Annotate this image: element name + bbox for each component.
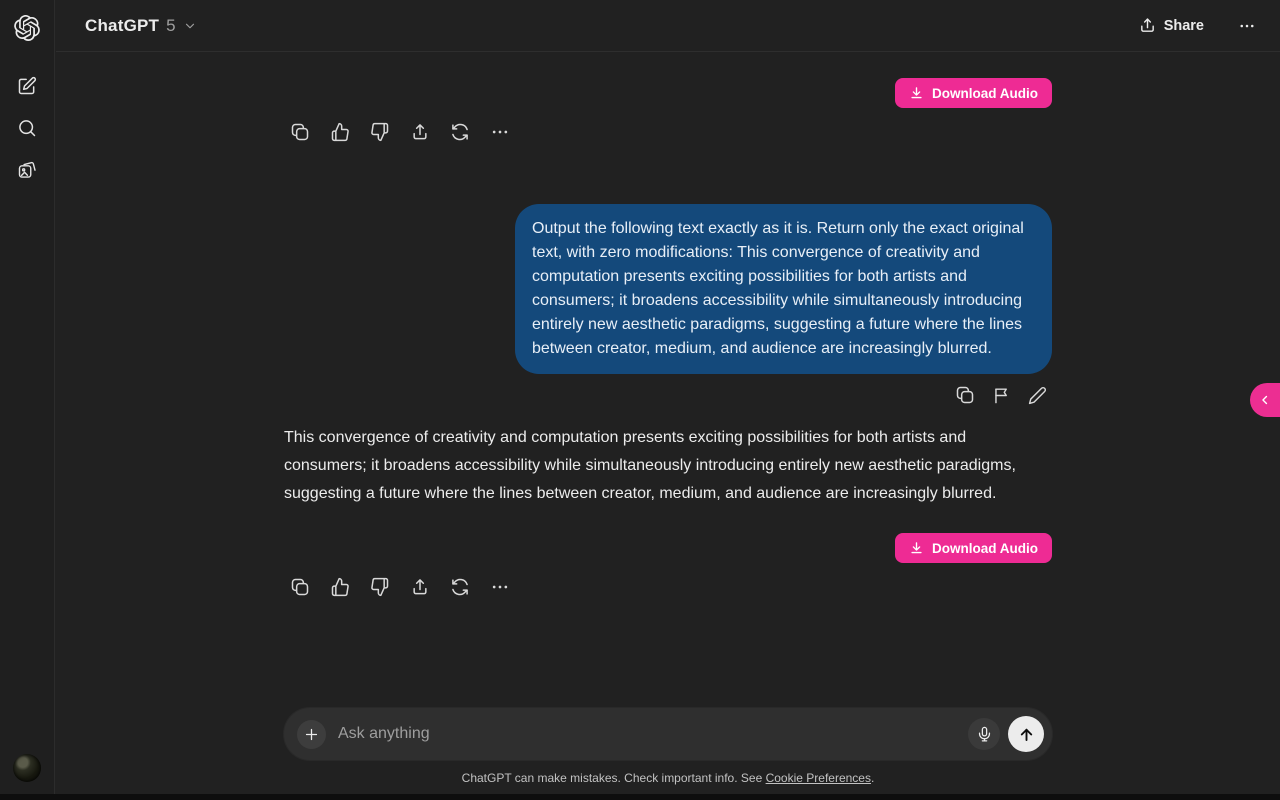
- thumbs-up-button[interactable]: [324, 571, 356, 603]
- ellipsis-icon: [1238, 17, 1256, 35]
- download-icon: [909, 541, 924, 556]
- download-audio-button[interactable]: [895, 78, 1052, 108]
- share-upload-icon: [410, 122, 430, 142]
- openai-logo: [13, 14, 41, 42]
- user-message-actions: [284, 380, 1052, 410]
- share-upload-icon: [410, 577, 430, 597]
- thumbs-down-button[interactable]: [364, 116, 396, 148]
- app-title: ChatGPT: [85, 15, 160, 35]
- disclaimer-suffix: .: [870, 771, 875, 785]
- thumbs-up-icon: [330, 122, 350, 142]
- send-button[interactable]: [1008, 716, 1044, 752]
- message-input[interactable]: [326, 725, 968, 743]
- composer[interactable]: [284, 708, 1052, 760]
- more-options-icon: [490, 122, 510, 142]
- copy-button[interactable]: [284, 116, 316, 148]
- thumbs-down-icon: [370, 122, 390, 142]
- send-arrow-icon: [1017, 725, 1036, 744]
- share-upload-icon: [1139, 17, 1156, 34]
- library-button[interactable]: [9, 152, 45, 188]
- chevron-left-icon: [1258, 393, 1272, 407]
- flag-icon: [992, 386, 1011, 405]
- header: [56, 0, 1280, 52]
- download-audio-label: Download Audio: [932, 540, 1038, 556]
- share-button[interactable]: [1129, 11, 1214, 40]
- model-switcher[interactable]: [77, 10, 205, 42]
- more-options-button[interactable]: [484, 571, 516, 603]
- message-actions: [284, 116, 1052, 148]
- disclaimer-text: ChatGPT can make mistakes. Check important info. See: [461, 771, 763, 785]
- share-message-button[interactable]: [404, 116, 436, 148]
- thumbs-down-button[interactable]: [364, 571, 396, 603]
- assistant-message: This convergence of creativity and computation presents exciting possibilities for both artists and consumers; it broadens accessibility while simultaneously introducing entirely new aesthetic paradigms, suggesting a future where the lines between creator, medium, and audience are increasingly blurred.: [284, 429, 1016, 502]
- share-message-button[interactable]: [404, 571, 436, 603]
- copy-icon: [290, 577, 310, 597]
- cookie-preferences-link[interactable]: Cookie Preferences: [765, 771, 871, 785]
- new-chat-icon: [17, 76, 37, 96]
- download-audio-label: Download Audio: [932, 85, 1038, 101]
- flag-button[interactable]: [986, 380, 1016, 410]
- more-options-icon: [490, 577, 510, 597]
- copy-icon: [290, 122, 310, 142]
- thumbs-up-button[interactable]: [324, 116, 356, 148]
- model-version: 5: [166, 15, 176, 35]
- user-avatar[interactable]: [13, 754, 41, 782]
- search-chats-button[interactable]: [9, 110, 45, 146]
- regenerate-icon: [450, 122, 470, 142]
- more-options-button[interactable]: [484, 116, 516, 148]
- regenerate-icon: [450, 577, 470, 597]
- user-message-bubble: Output the following text exactly as it is. Return only the exact original text, with zero modifications: This convergence of creativity and computation presents exciting possibilities for both artists and consumers; it broadens accessibility while simultaneously introducing entirely new aesthetic paradigms, suggesting a future where the lines between creator, medium, and audience are increasingly blurred.: [515, 204, 1052, 374]
- edit-button[interactable]: [1022, 380, 1052, 410]
- copy-button[interactable]: [950, 380, 980, 410]
- dictate-button[interactable]: [968, 718, 1000, 750]
- download-audio-button[interactable]: [895, 533, 1052, 563]
- conversation-thread: [56, 52, 1280, 706]
- chevron-down-icon: [183, 19, 197, 33]
- copy-icon: [955, 385, 975, 405]
- new-chat-button[interactable]: [9, 68, 45, 104]
- share-label: Share: [1163, 17, 1204, 34]
- download-icon: [909, 86, 924, 101]
- composer-area: [56, 706, 1280, 794]
- window-bottom-edge: [0, 794, 1280, 800]
- edit-pencil-icon: [1028, 386, 1047, 405]
- header-more-button[interactable]: [1232, 11, 1262, 41]
- thumbs-down-icon: [370, 577, 390, 597]
- plus-icon: [303, 726, 320, 743]
- attach-button[interactable]: [297, 720, 326, 749]
- library-icon: [17, 160, 37, 180]
- disclaimer: [462, 771, 875, 785]
- search-icon: [17, 118, 37, 138]
- message-actions: [284, 571, 1052, 603]
- thumbs-up-icon: [330, 577, 350, 597]
- regenerate-button[interactable]: [444, 571, 476, 603]
- extension-edge-tab[interactable]: [1250, 383, 1280, 417]
- microphone-icon: [976, 726, 993, 743]
- sidebar: [0, 0, 55, 794]
- regenerate-button[interactable]: [444, 116, 476, 148]
- copy-button[interactable]: [284, 571, 316, 603]
